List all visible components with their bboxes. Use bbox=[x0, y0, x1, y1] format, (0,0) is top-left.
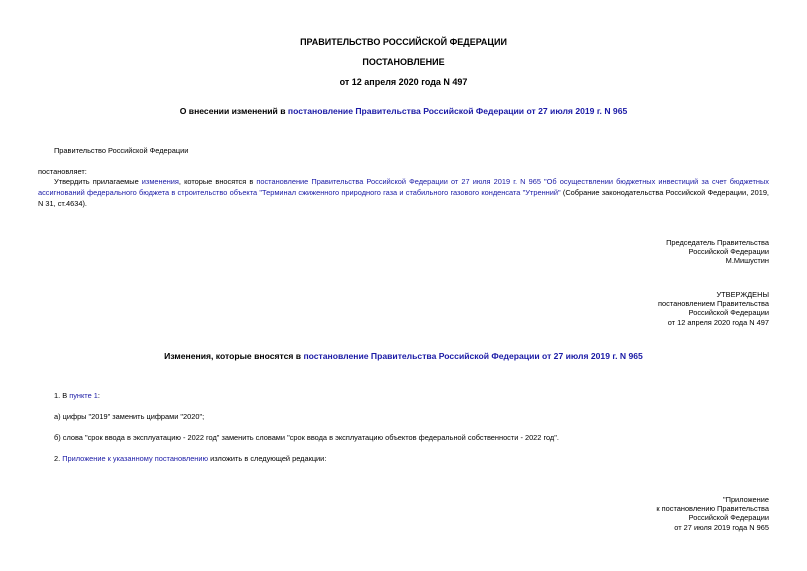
intro-text-c: (Собрание законодательства Российской Федерации, 2019, N 31, ст.4634). bbox=[38, 188, 769, 209]
intro-government: Правительство Российской Федерации bbox=[54, 146, 189, 155]
intro-text-b: , которые вносятся в bbox=[178, 177, 257, 186]
changes-title-link[interactable]: постановление Правительства Российской Федерации от 27 июля 2019 г. N 965 bbox=[303, 351, 643, 361]
changes-title-prefix: Изменения, которые вносятся в bbox=[164, 351, 304, 361]
intro-link-resolution[interactable]: постановление Правительства Российской Федерации от 27 июля 2019 г. N 965 "Об осуществлении бюджетных инвестиций за счет бюджетных ассигнований федерального бюджета в строительство объекта "Терминал сжиженного природного газа и стабильного газового конденсата "Утренний" bbox=[38, 177, 769, 198]
intro-link-changes[interactable]: изменения bbox=[141, 177, 179, 186]
title-prefix: О внесении изменений в bbox=[179, 106, 288, 116]
item-2-link[interactable]: Приложение к указанному постановлению bbox=[62, 454, 209, 463]
signature-block bbox=[666, 238, 769, 266]
government-heading: ПРАВИТЕЛЬСТВО РОССИЙСКОЙ ФЕДЕРАЦИИ bbox=[300, 37, 507, 47]
item-1-prefix: 1. В bbox=[54, 391, 70, 400]
appendix-line-1: "Приложение bbox=[723, 495, 769, 504]
item-1-suffix: : bbox=[97, 391, 100, 400]
changes-title bbox=[0, 351, 807, 361]
item-1a: а) цифры "2019" заменить цифрами "2020"; bbox=[54, 412, 205, 421]
appendix-line-2: к постановлению Правительства bbox=[656, 504, 769, 514]
item-1b: б) слова "срок ввода в эксплуатацию - 2022 год" заменить словами "срок ввода в эксплуатацию объектов федеральной собственности - 2022 год". bbox=[54, 433, 559, 442]
item-2 bbox=[54, 453, 326, 464]
approved-line-1: УТВЕРЖДЕНЫ bbox=[716, 290, 769, 299]
item-2-suffix: изложить в следующей редакции: bbox=[208, 454, 327, 463]
intro-text-a: Утвердить прилагаемые bbox=[54, 177, 142, 186]
document-title bbox=[0, 106, 807, 116]
document-date-number: от 12 апреля 2020 года N 497 bbox=[339, 77, 468, 87]
intro-paragraph bbox=[38, 176, 769, 210]
title-link[interactable]: постановление Правительства Российской Федерации от 27 июля 2019 г. N 965 bbox=[287, 106, 628, 116]
signature-line-1: Председатель Правительства bbox=[666, 238, 769, 247]
item-1 bbox=[54, 390, 100, 401]
document-type: ПОСТАНОВЛЕНИЕ bbox=[362, 57, 445, 67]
approved-line-4: от 12 апреля 2020 года N 497 bbox=[667, 317, 769, 327]
approved-line-2: постановлением Правительства bbox=[658, 299, 769, 309]
appendix-line-4: от 27 июля 2019 года N 965 bbox=[674, 522, 769, 532]
item-2-prefix: 2. bbox=[54, 454, 63, 463]
item-1-link[interactable]: пункте 1 bbox=[69, 391, 98, 400]
appendix-line-3: Российской Федерации bbox=[688, 513, 769, 523]
signature-line-3: М.Мишустин bbox=[725, 256, 769, 266]
signature-line-2: Российской Федерации bbox=[688, 247, 769, 257]
approved-line-3: Российской Федерации bbox=[688, 308, 769, 318]
intro-decides: постановляет: bbox=[38, 167, 87, 176]
approved-block bbox=[658, 290, 769, 327]
appendix-block bbox=[656, 495, 769, 532]
